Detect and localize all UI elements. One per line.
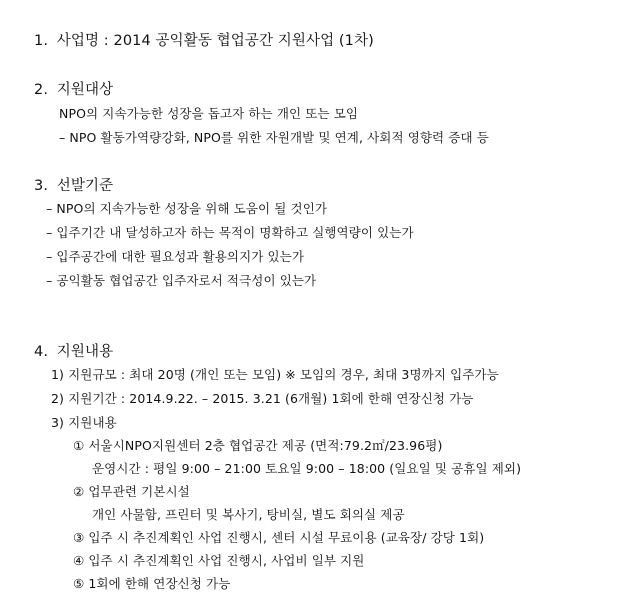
section-4-subitem-4: ④ 입주 시 추진계획인 사업 진행시, 사업비 일부 지원: [73, 553, 365, 568]
section-3-item-2: – 입주기간 내 달성하고자 하는 목적이 명확하고 실행역량이 있는가: [46, 225, 414, 240]
section-3-item-1: – NPO의 지속가능한 성장을 위해 도움이 될 것인가: [46, 201, 328, 216]
section-1-text: 사업명 : 2014 공익활동 협업공간 지원사업 (1차): [56, 33, 374, 49]
section-4-subitem-2: ② 업무관련 기본시설: [73, 484, 190, 499]
section-4-subitem-3: ③ 입주 시 추진계획인 사업 진행시, 센터 시설 무료이용 (교육장/ 강당 1회): [73, 530, 485, 545]
section-4-subitem-2-detail: 개인 사물함, 프린터 및 복사기, 탕비실, 별도 회의실 제공: [92, 507, 405, 522]
section-4-item-1: 1) 지원규모 : 최대 20명 (개인 또는 모임) ※ 모임의 경우, 최대 3명까지 입주가능: [51, 367, 499, 382]
section-1-number: 1.: [34, 33, 49, 49]
section-2-line-2: – NPO 활동가역량강화, NPO를 위한 자원개발 및 연계, 사회적 영향력 증대 등: [59, 130, 489, 145]
section-2-title: 지원대상: [56, 82, 114, 98]
section-3-title: 선발기준: [56, 178, 114, 194]
section-4-item-2: 2) 지원기간 : 2014.9.22. – 2015. 3.21 (6개월) 1회에 한해 연장신청 가능: [51, 391, 474, 406]
section-4-item-3: 3) 지원내용: [51, 415, 117, 430]
section-4-number: 4.: [34, 344, 49, 360]
section-4-subitem-1-detail: 운영시간 : 평일 9:00 – 21:00 토요일 9:00 – 18:00 (일요일 및 공휴일 제외): [92, 461, 522, 476]
section-1-heading: [34, 32, 374, 50]
section-2-line-1: NPO의 지속가능한 성장을 돕고자 하는 개인 또는 모임: [59, 106, 359, 121]
section-2-heading: [34, 81, 113, 99]
section-4-heading: [34, 343, 113, 361]
section-4-title: 지원내용: [56, 344, 114, 360]
section-4-subitem-5: ⑤ 1회에 한해 연장신청 가능: [73, 576, 231, 591]
section-4-subitem-1: ① 서울시NPO지원센터 2층 협업공간 제공 (면적:79.2㎡/23.96평): [73, 438, 443, 453]
section-3-item-4: – 공익활동 협업공간 입주자로서 적극성이 있는가: [46, 273, 317, 288]
section-2-number: 2.: [34, 82, 49, 98]
section-3-heading: [34, 177, 113, 195]
section-3-item-3: – 입주공간에 대한 필요성과 활용의지가 있는가: [46, 249, 305, 264]
section-3-number: 3.: [34, 178, 49, 194]
